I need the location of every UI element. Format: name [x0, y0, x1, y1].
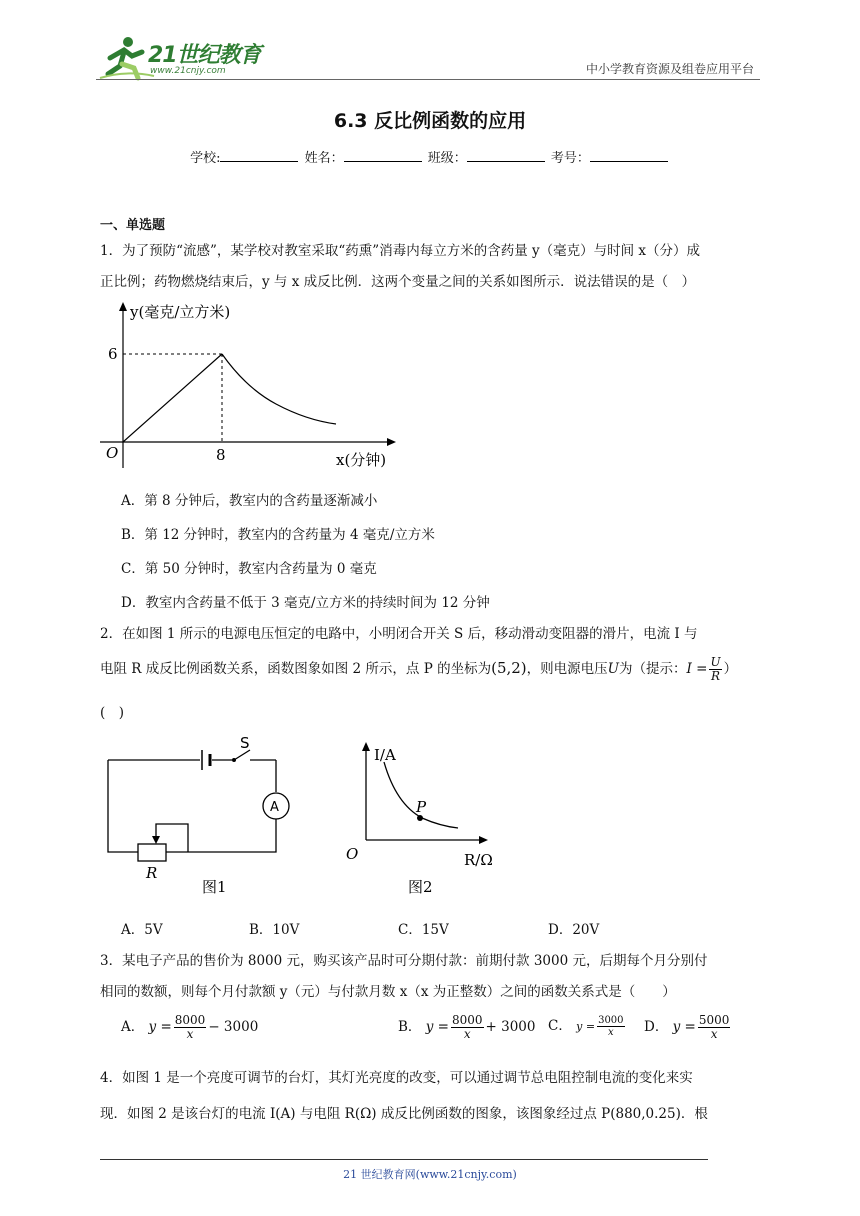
page-title: 6.3 反比例函数的应用 [333, 110, 527, 132]
q3-b-frac [451, 1014, 484, 1041]
name-blank[interactable] [344, 148, 422, 162]
q4-line1: 4．如图 1 是一个亮度可调节的台灯，其灯光亮度的改变，可以通过调节总电阻控制电流的变化来实 [100, 1070, 693, 1086]
q3-d-frac [698, 1014, 731, 1041]
q3-c-label: C． [548, 1018, 572, 1034]
q3-a-label: A． [121, 1019, 145, 1035]
class-label: 班级： [427, 151, 467, 166]
q3-option-b[interactable] [398, 1014, 535, 1041]
q2-line2b: ，则电源电压 [526, 661, 608, 677]
q3-a-frac [174, 1014, 207, 1041]
fig1-resistor-label: R [146, 864, 158, 882]
q2-frac-den: R [711, 669, 721, 683]
q3-c-frac [597, 1015, 624, 1038]
q3-a-tail: − 3000 [208, 1019, 259, 1035]
header-divider [96, 79, 760, 80]
q2-line3: ( ) [100, 705, 125, 721]
q1-option-a[interactable]: A．第 8 分钟后，教室内的含药量逐渐减小 [121, 493, 378, 509]
q1-y-arrow [119, 302, 127, 311]
platform-name: 中小学教育资源及组卷应用平台 [585, 62, 754, 76]
q3-d-label: D． [644, 1019, 669, 1035]
fig2-point-label: P [416, 798, 427, 816]
q3-d-num: 5000 [698, 1013, 730, 1027]
q3-c-num: 3000 [598, 1015, 624, 1026]
school-blank[interactable] [220, 148, 298, 162]
q1-decay-curve [222, 354, 336, 424]
q3-line2: 相同的数额，则每个月付款额 y（元）与付款月数 x（x 为正整数）之间的函数关系式是（ ） [100, 984, 676, 1000]
fig2-xlabel: R/Ω [464, 851, 493, 869]
student-info [0, 147, 860, 166]
q1-option-d[interactable]: D．教室内含药量不低于 3 毫克/立方米的持续时间为 12 分钟 [121, 595, 490, 611]
q2-option-c[interactable]: C．15V [398, 922, 449, 938]
exam-no-label: 考号： [550, 151, 590, 166]
q3-option-a[interactable] [121, 1014, 258, 1041]
q1-graph [96, 298, 406, 474]
q2-frac-num: U [710, 655, 721, 669]
rheostat-icon [138, 844, 166, 861]
q3-b-num: 8000 [451, 1013, 483, 1027]
q2-fig1-circuit [100, 734, 300, 900]
fig2-ylabel: I/A [374, 746, 396, 764]
class-blank[interactable] [467, 148, 545, 162]
exam-no-blank[interactable] [590, 148, 668, 162]
q1-line1: 1．为了预防“流感”，某学校对教室采取“药熏”消毒内每立方米的含药量 y（毫克）与时间 x（分）成 [100, 243, 701, 259]
q2-line1: 2．在如图 1 所示的电源电压恒定的电路中，小明闭合开关 S 后，移动滑动变阻器的滑片，电流 I 与 [100, 626, 698, 642]
logo-runner-icon [96, 34, 156, 82]
q2-line2a: 电阻 R 成反比例函数关系，函数图象如图 2 所示，点 P 的坐标为 [100, 661, 492, 677]
q3-b-label: B． [398, 1019, 422, 1035]
fig1-switch-label: S [240, 734, 250, 752]
q2-option-a[interactable]: A．5V [121, 922, 163, 938]
q3-option-c[interactable] [548, 1014, 627, 1038]
q2-formula-frac [709, 656, 721, 683]
q1-option-b[interactable]: B．第 12 分钟时，教室内的含药量为 4 毫克/立方米 [121, 527, 435, 543]
q4-line2: 现．如图 2 是该台灯的电流 I(A) 与电阻 R(Ω) 成反比例函数的图象，该图象经过点 P(880,0.25)．根 [100, 1106, 708, 1122]
q3-a-den: x [186, 1027, 194, 1041]
logo-text: 21世纪教育 [148, 43, 261, 68]
fig2-caption: 图2 [408, 878, 433, 896]
q3-b-yeq: y = [425, 1019, 449, 1035]
q1-line2: 正比例；药物燃烧结束后，y 与 x 成反比例．这两个变量之间的关系如图所示．说法错误的是（ ） [100, 274, 696, 290]
q2-fig2-graph [340, 738, 510, 900]
q3-d-yeq: y = [672, 1019, 696, 1035]
q2-line2d: ） [723, 661, 738, 677]
q2-option-d[interactable]: D．20V [548, 922, 600, 938]
q2-line2 [100, 656, 737, 683]
fig1-caption: 图1 [202, 878, 227, 896]
fig2-origin: O [346, 845, 359, 863]
q3-a-num: 8000 [174, 1013, 206, 1027]
q2-point: (5,2) [491, 659, 527, 677]
q1-peak-x: 8 [216, 446, 226, 464]
q3-c-den: x [607, 1027, 614, 1038]
q3-option-d[interactable] [644, 1014, 732, 1041]
q1-xlabel: x(分钟) [336, 451, 387, 469]
q1-origin: O [106, 444, 119, 462]
q1-ylabel: y(毫克/立方米) [130, 303, 231, 321]
q1-x-arrow [387, 438, 396, 446]
q1-peak-y: 6 [108, 345, 118, 363]
q1-option-c[interactable]: C．第 50 分钟时，教室内含药量为 0 毫克 [121, 561, 377, 577]
name-label: 姓名： [304, 151, 344, 166]
footer-text[interactable]: 21 世纪教育网(www.21cnjy.com) [343, 1168, 517, 1181]
q1-rise-line [123, 354, 222, 442]
q2-option-b[interactable]: B．10V [249, 922, 300, 938]
q3-b-den: x [463, 1027, 471, 1041]
q3-line1: 3．某电子产品的售价为 8000 元，购买该产品时可分期付款：前期付款 3000 元，后期每个月分别付 [100, 953, 708, 969]
q2-formula-lhs: I = [686, 661, 708, 677]
school-label: 学校: [190, 151, 221, 166]
logo-url: www.21cnjy.com [150, 66, 226, 76]
q3-a-yeq: y = [148, 1019, 172, 1035]
q2-U: U [607, 661, 620, 677]
q3-c-yeq: y = [576, 1020, 596, 1033]
q2-line2c: 为（提示： [619, 661, 687, 677]
section-heading: 一、单选题 [100, 218, 166, 233]
fig1-ammeter-label: A [270, 800, 279, 815]
q3-b-tail: + 3000 [485, 1019, 536, 1035]
q3-d-den: x [710, 1027, 718, 1041]
footer-divider [100, 1159, 708, 1160]
